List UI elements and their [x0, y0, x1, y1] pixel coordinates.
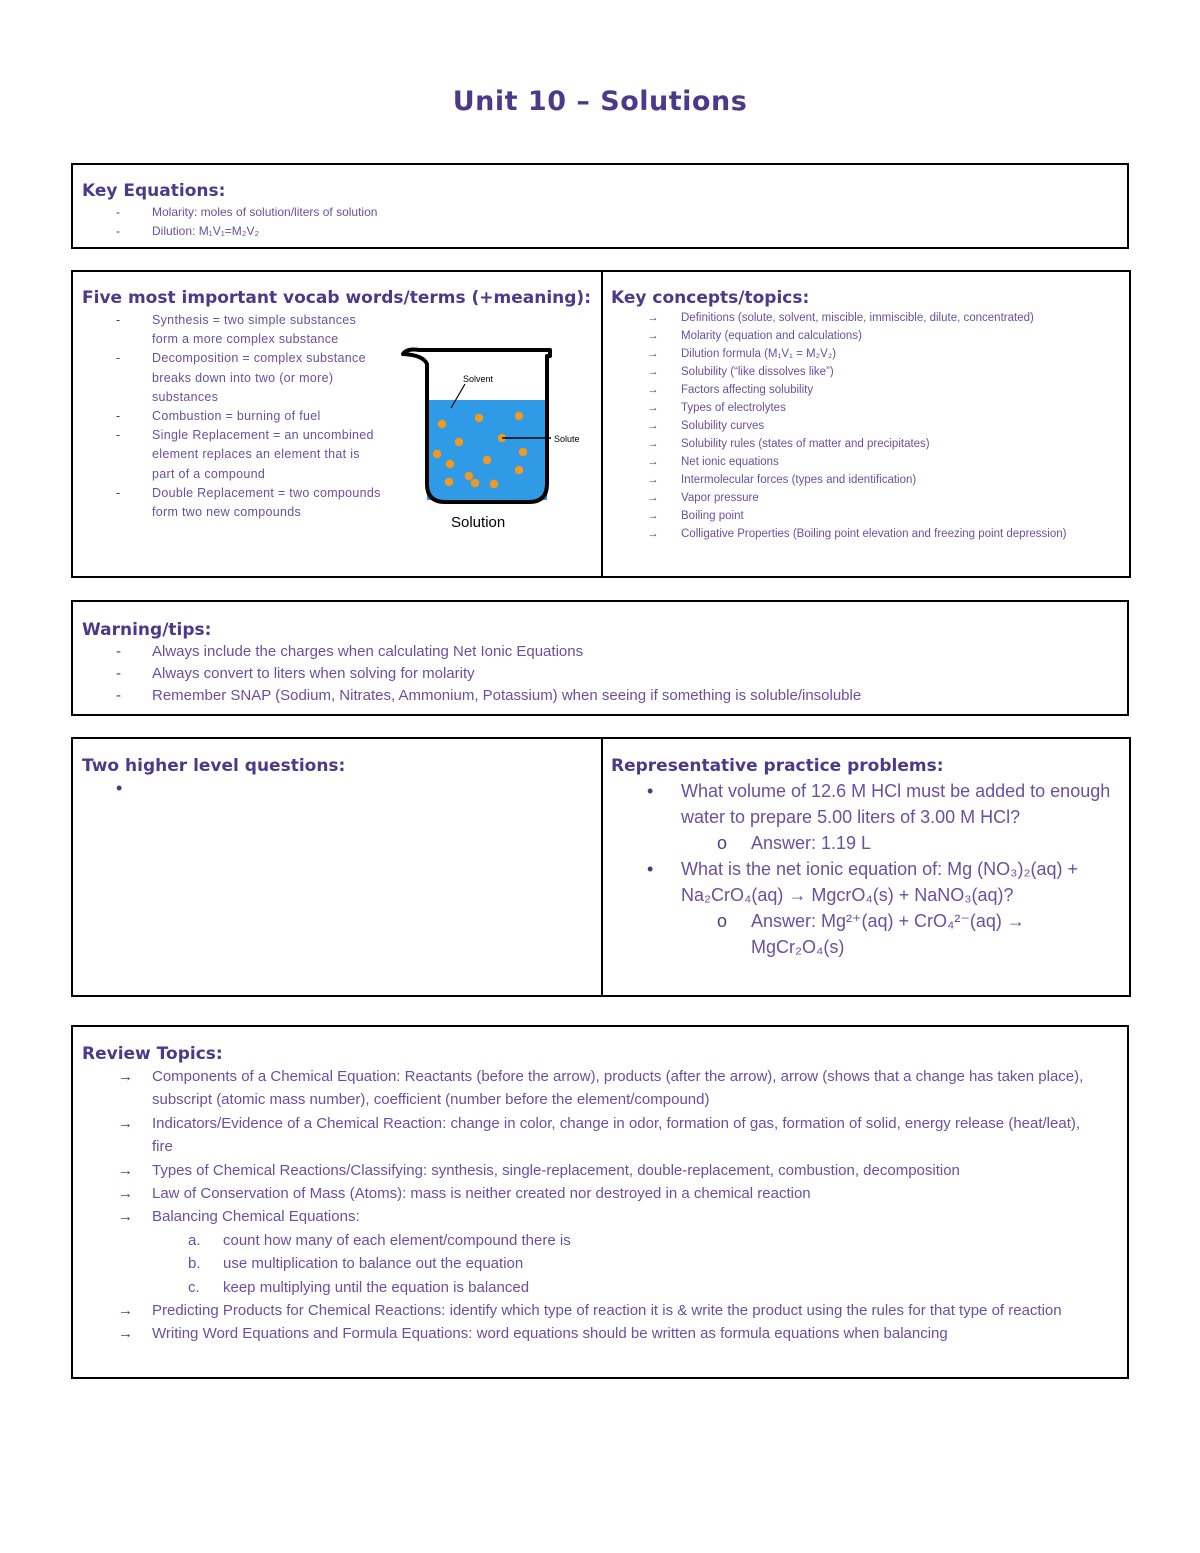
list-item: → Predicting Products for Chemical Reactions: identify which type of reaction it is & write the product using the rules for that type of reaction — [118, 1302, 1062, 1320]
sub-list-item: a. count how many of each element/compound there is — [188, 1231, 571, 1249]
list-item: - Molarity: moles of solution/liters of solution — [116, 205, 378, 219]
list-item: → Boiling point — [647, 510, 744, 522]
list-item: → Net ionic equations — [647, 456, 779, 468]
practice-heading: Representative practice problems: — [611, 756, 944, 776]
review-heading: Review Topics: — [82, 1044, 223, 1064]
list-item: • What is the net ionic equation of: Mg (NO₃)₂(aq) + Na₂CrO₄(aq) → MgcrO₄(s) + NaNO₃(aq)? — [647, 859, 1078, 905]
key-concepts-heading: Key concepts/topics: — [611, 288, 810, 308]
sub-list-item: c. keep multiplying until the equation is balanced — [188, 1278, 530, 1296]
practice-section — [611, 756, 1126, 960]
sub-list-item: b. use multiplication to balance out the equation — [188, 1255, 524, 1273]
questions-practice-box — [71, 737, 1131, 997]
empty-bullet: • — [116, 778, 123, 798]
list-item: → Vapor pressure — [647, 492, 759, 504]
key-concepts-section — [611, 288, 1126, 543]
list-item: - Dilution: M₁V₁=M₂V₂ — [116, 223, 260, 238]
list-item: → Balancing Chemical Equations: — [118, 1208, 360, 1226]
answer-item: o Answer: Mg²⁺(aq) + CrO₄²⁻(aq) → MgCr₂O₄(s) — [717, 911, 1025, 957]
list-item: - Single Replacement = an uncombined element replaces an element that is part of a compound — [116, 428, 374, 481]
solvent-label: Solvent — [463, 374, 494, 384]
vocab-heading: Five most important vocab words/terms (+meaning): — [82, 288, 591, 308]
higher-questions-heading: Two higher level questions: — [82, 756, 346, 776]
list-item: → Factors affecting solubility — [647, 384, 814, 396]
solution-beaker-diagram — [397, 346, 580, 531]
diagram-caption: Solution — [451, 514, 506, 531]
list-item: → Definitions (solute, solvent, miscible, immiscible, dilute, concentrated) — [647, 312, 1034, 324]
list-item: - Double Replacement = two compounds form two new compounds — [116, 485, 381, 520]
solvent-liquid — [427, 400, 547, 500]
list-item: - Synthesis = two simple substances form a more complex substance — [116, 313, 357, 347]
solute-label: Solute — [554, 434, 580, 444]
list-item: - Always convert to liters when solving for molarity — [116, 665, 475, 682]
list-item: → Writing Word Equations and Formula Equations: word equations should be written as formula equations when balancing — [118, 1325, 948, 1343]
list-item: → Indicators/Evidence of a Chemical Reaction: change in color, change in odor, formation of gas, formation of solid, energy release (heat/leat), fire — [118, 1114, 1081, 1156]
list-item: • What volume of 12.6 M HCl must be added to enough water to prepare 5.00 liters of 3.00 M HCl? — [647, 781, 1111, 827]
list-item: → Molarity (equation and calculations) — [647, 330, 862, 342]
warnings-heading: Warning/tips: — [82, 620, 212, 640]
higher-questions-section — [82, 756, 592, 799]
practice-list — [611, 778, 1126, 960]
vocab-list — [82, 311, 382, 522]
divider — [601, 739, 603, 995]
list-item: → Types of electrolytes — [647, 402, 786, 414]
list-item: → Components of a Chemical Equation: Reactants (before the arrow), products (after the arrow), arrow (shows that a change has taken place), subscript (atomic mass number), coefficient (number before the element/compound) — [118, 1068, 1084, 1109]
warnings-list — [82, 641, 1122, 707]
list-item: → Intermolecular forces (types and identification) — [647, 474, 917, 486]
list-item: - Remember SNAP (Sodium, Nitrates, Ammonium, Potassium) when seeing if something is soluble/insoluble — [116, 687, 862, 704]
list-item: → Law of Conservation of Mass (Atoms): mass is neither created nor destroyed in a chemical reaction — [118, 1185, 811, 1203]
warnings-box — [71, 600, 1129, 716]
list-item: → Solubility rules (states of matter and precipitates) — [647, 438, 930, 450]
list-item: → Types of Chemical Reactions/Classifying: synthesis, single-replacement, double-replacement, combustion, decomposition — [118, 1161, 960, 1179]
vocab-concepts-box — [71, 270, 1131, 578]
list-item: - Always include the charges when calculating Net Ionic Equations — [116, 643, 584, 660]
list-item: → Solubility curves — [647, 420, 765, 432]
list-item: - Combustion = burning of fuel — [116, 409, 321, 424]
list-item: → Solubility (“like dissolves like”) — [647, 366, 834, 378]
key-equations-list — [82, 203, 982, 240]
divider — [601, 272, 603, 576]
review-box — [71, 1025, 1129, 1379]
list-item: → Colligative Properties (Boiling point elevation and freezing point depression) — [647, 528, 1067, 540]
page-title: Unit 10 – Solutions — [452, 86, 748, 117]
key-concepts-list — [611, 309, 1126, 543]
list-item: → Dilution formula (M₁V₁ = M₂V₂) — [647, 348, 837, 360]
key-equations-box — [71, 163, 1129, 249]
answer-item: o Answer: 1.19 L — [717, 833, 872, 853]
review-list — [82, 1065, 1122, 1346]
list-item: - Decomposition = complex substance breaks down into two (or more) substances — [116, 351, 366, 404]
key-equations-heading: Key Equations: — [82, 181, 226, 201]
